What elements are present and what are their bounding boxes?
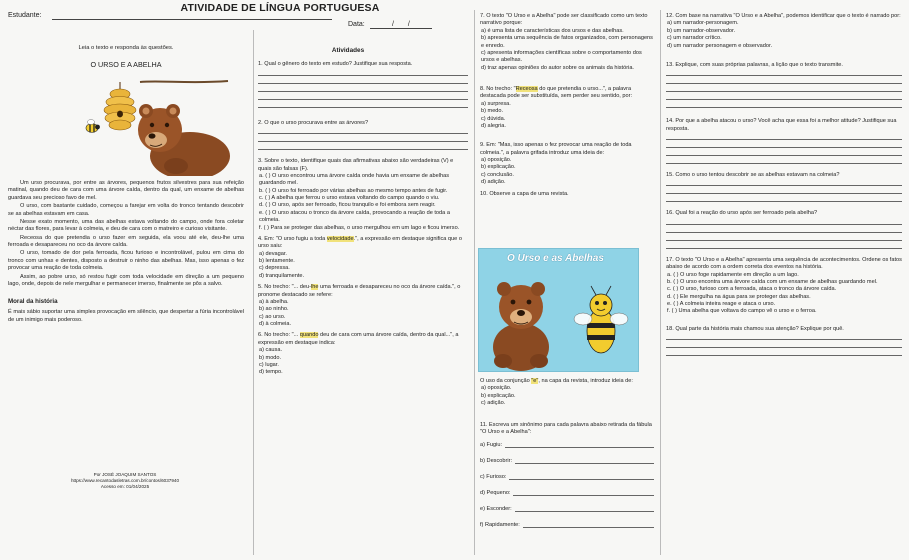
question-15 xyxy=(666,172,902,202)
story-access-date: Acesso em: 01/04/2025 xyxy=(100,484,150,490)
question-1-text: 1. Qual o gênero do texto em estudo? Justifique sua resposta. xyxy=(258,61,413,68)
true-false-item-e[interactable]: e. ( ) O urso atacou o tronco da árvore caída, provocando a reação de toda a colmeia. xyxy=(259,209,450,224)
synonym-row xyxy=(480,521,654,529)
question-10-prefix: O uso da conjunção xyxy=(480,378,532,384)
questions-column-4 xyxy=(666,13,902,360)
story-paragraph-2: O urso, com bastante cuidado, começou a farejar em volta do tronco tentando descobrir se as abelhas estavam em casa. xyxy=(8,203,244,217)
option-a[interactable]: a) causa. xyxy=(259,347,283,354)
story-title: O URSO E A ABELHA xyxy=(90,59,162,69)
story-credits xyxy=(20,472,230,490)
answer-line[interactable] xyxy=(258,69,468,76)
branch xyxy=(140,81,228,82)
sequence-item-f[interactable]: f. ( ) Uma abelha que voltava do campo vê o urso e o ferroa. xyxy=(667,308,817,315)
answer-line[interactable] xyxy=(666,69,902,76)
synonym-word: e) Esconder: xyxy=(480,505,512,512)
answer-line[interactable] xyxy=(666,349,902,356)
story-text xyxy=(8,180,244,324)
highlighted-word: lhe xyxy=(310,284,319,291)
synonym-word: c) Furioso: xyxy=(480,473,507,480)
synonym-answer-line[interactable] xyxy=(515,505,654,512)
answer-line[interactable] xyxy=(666,179,902,186)
synonym-answer-line[interactable] xyxy=(513,489,654,496)
option-a[interactable]: a) um narrador-personagem. xyxy=(667,20,739,27)
answer-line[interactable] xyxy=(258,127,468,134)
question-10-suffix: , na capa da revista, introduz ideia de: xyxy=(538,378,633,384)
date-slashes: / / xyxy=(392,21,416,28)
answer-line[interactable] xyxy=(666,218,902,225)
synonym-row xyxy=(480,457,654,465)
bear-and-bee-illustration xyxy=(80,78,230,176)
answer-line[interactable] xyxy=(666,85,902,92)
option-a[interactable]: a) à abelha. xyxy=(259,298,289,305)
answer-line[interactable] xyxy=(258,85,468,92)
option-c[interactable]: c) apresenta informações científicas sobre o comportamento dos ursos e abelhas. xyxy=(481,49,642,64)
question-12 xyxy=(666,13,902,50)
question-6-text xyxy=(258,332,468,347)
question-8 xyxy=(480,86,654,130)
option-b[interactable]: b) lentamente. xyxy=(259,258,295,265)
option-c[interactable]: c) depressa. xyxy=(259,265,290,272)
question-10 xyxy=(480,378,654,408)
synonym-word: d) Pequeno: xyxy=(480,489,511,496)
option-c[interactable]: c) conclusão. xyxy=(481,171,514,178)
highlighted-word: "e" xyxy=(531,378,539,384)
question-18 xyxy=(666,326,902,356)
question-5-text xyxy=(258,284,468,299)
question-4-prefix: 4. Em: "O urso fugiu a toda xyxy=(258,235,327,242)
question-4-text xyxy=(258,236,468,251)
question-5-prefix: 5. No trecho: "... deu- xyxy=(258,284,311,291)
true-false-item-a[interactable]: a. ( ) O urso encontrou uma árvore caída onde havia um enxame de abelhas guardando mel. xyxy=(259,172,449,187)
question-4 xyxy=(258,236,468,280)
answer-line[interactable] xyxy=(666,93,902,100)
page-title: ATIVIDADE DE LÍNGUA PORTUGUESA xyxy=(180,2,380,14)
true-false-item-c[interactable]: c. ( ) A abelha que ferrou o urso estava voltando do campo quando o viu. xyxy=(259,195,440,202)
option-d[interactable]: d) traz apenas opiniões do autor sobre os animais da história. xyxy=(481,64,634,71)
answer-line[interactable] xyxy=(258,135,468,142)
option-b[interactable]: b) um narrador-observador. xyxy=(667,27,736,34)
true-false-item-f[interactable]: f. ( ) Para se proteger das abelhas, o urso mergulhou em um lago e ficou imerso. xyxy=(259,224,460,231)
option-a[interactable]: a) oposição. xyxy=(481,157,512,163)
story-author: Por JOSÉ JOAQUIM SANTOS xyxy=(93,472,157,477)
answer-line[interactable] xyxy=(666,133,902,140)
story-column xyxy=(8,45,244,69)
question-12-text: 12. Com base na narrativa "O Urso e a Abelha", podemos identificar que o texto é narrado por: xyxy=(666,13,901,19)
question-11 xyxy=(480,422,654,530)
sequence-item-a[interactable]: a. ( ) O urso foge rapidamente em direção a um lago. xyxy=(667,271,799,278)
story-paragraph-5: O urso, tomado de dor pela ferroada, ficou furioso e incontrolável, pulou em cima do tronco com unhas e dentes, disposto a destruir o ninho das abelhas. Mas, isso apenas o fez provocar uma reação de toda colmeia. xyxy=(8,250,244,272)
question-7-text: 7. O texto "O Urso e a Abelha" pode ser classificado como um texto narrativo porque: xyxy=(480,13,648,27)
synonym-answer-line[interactable] xyxy=(509,473,654,480)
question-17-text: 17. O texto "O Urso e a Abelha" apresenta uma sequência de acontecimentos. Ordene os fatos abaixo de acordo com a ordem correta dos eventos na história. xyxy=(666,256,902,271)
option-a[interactable]: a) devagar. xyxy=(259,250,287,257)
question-7 xyxy=(480,13,654,72)
option-a[interactable]: a) oposição. xyxy=(481,385,512,392)
option-d[interactable]: d) à colmeia. xyxy=(259,321,292,328)
option-c[interactable]: c) lugar. xyxy=(259,361,279,368)
bee-icon xyxy=(574,286,628,353)
column-divider-2 xyxy=(474,10,475,555)
question-2 xyxy=(258,120,468,150)
question-10b-text xyxy=(480,378,654,385)
question-3 xyxy=(258,158,468,232)
option-c[interactable]: c) um narrador crítico. xyxy=(667,35,722,42)
answer-line[interactable] xyxy=(666,101,902,108)
column-divider-3 xyxy=(660,10,661,555)
option-c[interactable]: c) dúvida. xyxy=(481,115,506,122)
synonym-answer-line[interactable] xyxy=(523,521,654,528)
bear-icon xyxy=(493,282,549,371)
synonym-word: a) Fugiu: xyxy=(480,441,503,448)
magazine-cover xyxy=(478,248,639,372)
synonym-word: b) Descobrir: xyxy=(480,457,513,464)
answer-line[interactable] xyxy=(666,77,902,84)
true-false-item-b[interactable]: b. ( ) O urso foi ferroado por várias abelhas ao mesmo tempo antes de fugir. xyxy=(259,187,448,194)
synonym-answer-line[interactable] xyxy=(515,457,654,464)
answer-line[interactable] xyxy=(258,101,468,108)
option-d[interactable]: d) adição. xyxy=(481,179,506,186)
reading-instruction: Leia o texto e responda às questões. xyxy=(78,45,174,51)
true-false-item-d[interactable]: d. ( ) O urso, após ser ferroado, ficou tranquilo e foi embora sem reagir. xyxy=(259,202,436,209)
answer-line[interactable] xyxy=(666,341,902,348)
option-b[interactable]: b) explicação. xyxy=(481,164,516,171)
question-16 xyxy=(666,210,902,248)
sequence-item-d[interactable]: d. ( ) Ele mergulha na água para se proteger das abelhas. xyxy=(667,293,811,300)
answer-line[interactable] xyxy=(666,195,902,202)
question-6-suffix: deu de cara com uma árvore caída, dentro da qual...", a expressão em destaque indica: xyxy=(258,332,459,346)
answer-line[interactable] xyxy=(258,93,468,100)
question-8-prefix: 8. No trecho: " xyxy=(480,86,516,92)
moral-text: É mais sábio suportar uma simples provocação em silêncio, que despertar a fúria incontrolável de um inimigo mais poderoso. xyxy=(8,309,244,323)
student-name-line xyxy=(52,19,332,20)
moral-label: Moral da história xyxy=(8,298,58,306)
option-b[interactable]: b) medo. xyxy=(481,108,504,115)
question-11-text: 11. Escreva um sinônimo para cada palavra abaixo retirada da fábula "O Urso e a Abelha": xyxy=(480,421,652,435)
beehive-icon xyxy=(104,82,136,130)
answer-line[interactable] xyxy=(666,187,902,194)
question-6-prefix: 6. No trecho: "... xyxy=(258,332,300,339)
questions-column-3-lower xyxy=(480,378,654,533)
bee-icon xyxy=(86,120,100,133)
question-15-text: 15. Como o urso tentou descobrir se as abelhas estavam na colmeia? xyxy=(666,172,840,178)
answer-line[interactable] xyxy=(666,242,902,249)
column-divider-1 xyxy=(253,30,254,555)
date-label: Data: xyxy=(348,21,365,28)
question-5 xyxy=(258,284,468,328)
question-17 xyxy=(666,257,902,316)
sequence-item-b[interactable]: b. ( ) O urso encontra uma árvore caída com um enxame de abelhas guardando mel. xyxy=(667,278,878,285)
question-3-text: 3. Sobre o texto, identifique quais das afirmativas abaixo são verdadeiras (V) e quais são falsas (F). xyxy=(258,158,454,172)
story-paragraph-4: Receosa do que pretendia o urso fazer em seguida, ela voou até ele, deu-lhe uma ferroada e desapareceu no oco da árvore caída. xyxy=(8,234,244,248)
activities-title: Atividades xyxy=(331,47,365,54)
answer-line[interactable] xyxy=(666,141,902,148)
option-b[interactable]: b) ao ninho. xyxy=(259,306,289,313)
question-10-text: 10. Observe a capa de uma revista. xyxy=(480,190,569,197)
option-b[interactable]: b) explicação. xyxy=(481,392,516,399)
question-14-text: 14. Por que a abelha atacou o urso? Você acha que essa foi a melhor atitude? Justifique sua resposta. xyxy=(666,118,897,132)
story-source-url: https://www.recantodasletras.com.br/contos/6037940 xyxy=(70,478,179,484)
question-9-text: 9. Em: "Mas, isso apenas o fez provocar uma reação de toda colmeia.", a palavra grifada introduz uma ideia de: xyxy=(480,142,632,156)
question-5-suffix: uma ferroada e desapareceu no oco da árvore caída.", o pronome destacado se refere: xyxy=(258,284,461,298)
option-d[interactable]: d) um narrador personagem e observador. xyxy=(667,42,773,49)
option-a[interactable]: a) surpresa. xyxy=(481,100,511,107)
answer-line[interactable] xyxy=(666,234,902,241)
synonym-row xyxy=(480,441,654,449)
synonym-answer-line[interactable] xyxy=(505,441,654,448)
question-4-suffix: .", a expressão em destaque significa que o urso saiu: xyxy=(258,235,462,250)
questions-column-3 xyxy=(480,13,654,198)
option-d[interactable]: d) tempo. xyxy=(259,369,283,376)
highlighted-word: quando xyxy=(299,332,319,339)
story-paragraph-6: Assim, ao pobre urso, só restou fugir com toda velocidade em direção a um pequeno lago, onde, depois de nele mergulhar e permanecer imerso, finalmente se pôs a salvo. xyxy=(8,273,244,287)
option-d[interactable]: d) alegria. xyxy=(481,122,506,129)
synonym-row xyxy=(480,505,654,513)
option-d[interactable]: d) tranquilamente. xyxy=(259,272,305,279)
answer-line[interactable] xyxy=(666,157,902,164)
option-b[interactable]: b) modo. xyxy=(259,354,282,361)
magazine-cover-title: O Urso e as Abelhas xyxy=(507,253,604,264)
question-8-suffix: do que pretendia o urso...", a palavra destacada pode ser substituída, sem perder seu sentido, por: xyxy=(480,86,633,100)
synonym-word: f) Rapidamente: xyxy=(480,521,520,528)
answer-line[interactable] xyxy=(666,226,902,233)
question-1 xyxy=(258,61,468,107)
highlighted-word: velocidade xyxy=(326,235,354,242)
option-a[interactable]: a) é uma lista de características dos ursos e das abelhas. xyxy=(481,27,624,34)
question-6 xyxy=(258,332,468,376)
bear-icon xyxy=(138,104,230,176)
story-paragraph-3: Nesse exato momento, uma das abelhas estava voltando do campo, onde fora coletar néctar das flores, para levar à colmeia, e deu de cara com o matreiro e curioso visitante. xyxy=(8,218,244,233)
question-8-text xyxy=(480,86,654,101)
activities-column xyxy=(258,47,468,381)
question-2-text: 2. O que o urso procurava entre as árvores? xyxy=(258,119,369,126)
answer-line[interactable] xyxy=(258,143,468,150)
question-18-text: 18. Qual parte da história mais chamou sua atenção? Explique por quê. xyxy=(666,325,844,332)
option-c[interactable]: c) adição. xyxy=(481,400,506,407)
student-label: Estudante: xyxy=(8,12,42,19)
answer-line[interactable] xyxy=(666,149,902,156)
highlighted-word: Receosa xyxy=(515,86,538,92)
question-13 xyxy=(666,62,902,108)
sequence-item-c[interactable]: c. ( ) O urso, furioso com a ferroada, ataca o tronco da árvore caída. xyxy=(667,286,837,293)
answer-line[interactable] xyxy=(258,77,468,84)
option-c[interactable]: c) ao urso. xyxy=(259,313,286,320)
question-16-text: 16. Qual foi a reação do urso após ser ferroado pela abelha? xyxy=(666,210,818,217)
synonym-row xyxy=(480,489,654,497)
question-9 xyxy=(480,142,654,186)
question-14 xyxy=(666,118,902,164)
cover-illustration xyxy=(479,249,639,372)
synonym-row xyxy=(480,473,654,481)
question-13-text: 13. Explique, com suas próprias palavras, a lição que o texto transmite. xyxy=(666,61,843,68)
sequence-item-e[interactable]: e. ( ) A colmeia inteira reage e ataca o urso. xyxy=(667,301,776,307)
option-b[interactable]: b) apresenta uma sequência de fatos organizados, com personagens e enredo. xyxy=(481,35,653,49)
answer-line[interactable] xyxy=(666,333,902,340)
story-paragraph-1: Um urso procurava, por entre as árvores, pequenos frutos silvestres para sua refeição matinal, quando deu de cara com uma árvore caída, dentro da qual, um enxame de abelhas guardava seu precioso favo de mel. xyxy=(8,180,244,201)
